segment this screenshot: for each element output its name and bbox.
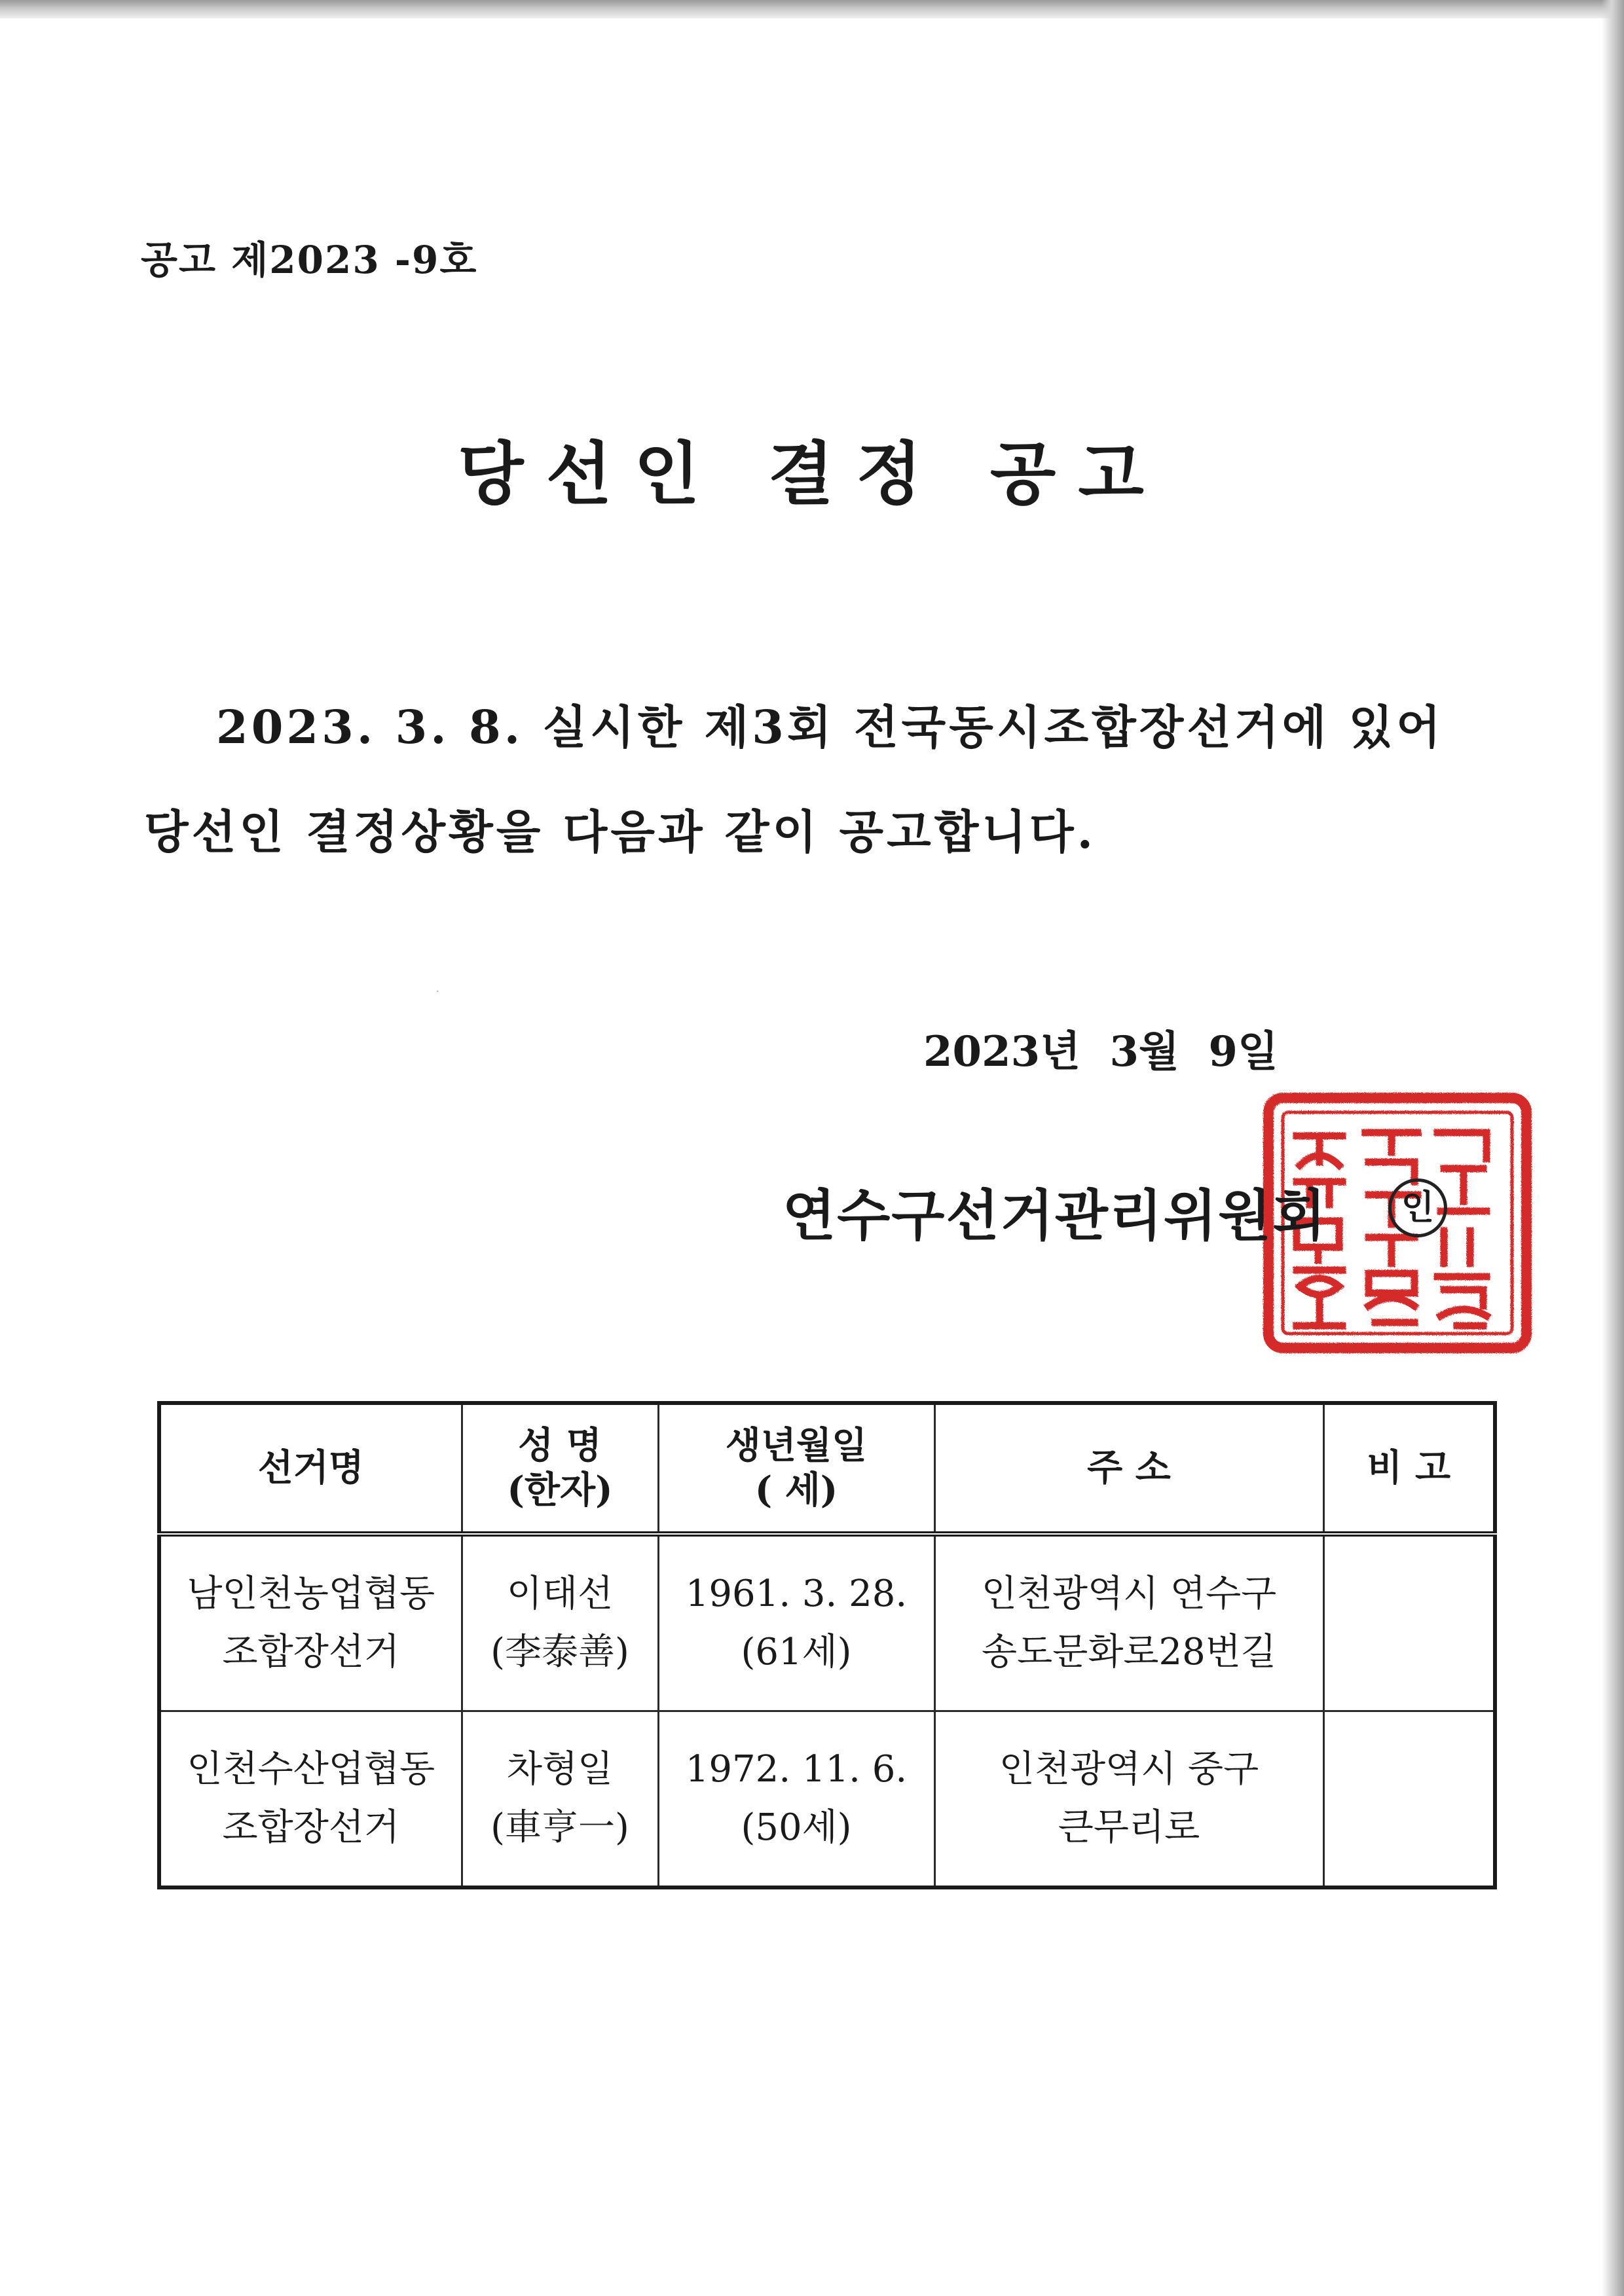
cell-address — [934, 1711, 1323, 1887]
cell-remarks — [1323, 1534, 1495, 1711]
cell-name — [462, 1711, 658, 1887]
notice-date: 2023년 3월 9일 — [923, 1027, 1278, 1076]
table-row — [159, 1534, 1495, 1711]
address-line2: 송도문화로28번길 — [982, 1631, 1276, 1674]
election-line1: 남인천농업협동 — [187, 1572, 435, 1615]
notice-number: 공고 제2023 -9호 — [141, 238, 478, 282]
header-name-line2: (한자) — [507, 1468, 613, 1512]
seal-mark: 인 — [1388, 1178, 1447, 1237]
cell-election — [159, 1534, 462, 1711]
address-line2: 큰무리로 — [1058, 1806, 1200, 1850]
cell-election — [159, 1711, 462, 1887]
elected-candidates-table — [157, 1401, 1497, 1889]
age: (61세) — [741, 1631, 852, 1674]
scan-speck: · — [435, 983, 440, 999]
header-name-line1: 성 명 — [518, 1424, 602, 1468]
document-title: 당선인 결정 공고 — [458, 433, 1166, 514]
committee-name: 연수구선거관리위원회 — [783, 1183, 1327, 1248]
header-remarks: 비 고 — [1323, 1403, 1495, 1534]
header-birth-line2: ( 세) — [754, 1468, 838, 1512]
birth-date: 1972. 11. 6. — [685, 1747, 908, 1791]
header-name — [462, 1403, 658, 1534]
cell-birth — [658, 1534, 934, 1711]
table-header-row — [159, 1403, 1495, 1534]
election-line2: 조합장선거 — [222, 1631, 399, 1674]
candidate-name-hanja: (李泰善) — [490, 1631, 629, 1674]
address-line1: 인천광역시 중구 — [999, 1747, 1259, 1791]
cell-birth — [658, 1711, 934, 1887]
body-line-2: 당선인 결정상황을 다음과 같이 공고합니다. — [144, 805, 1097, 859]
cell-address — [934, 1534, 1323, 1711]
candidate-name: 이태선 — [506, 1572, 614, 1615]
address-line1: 인천광역시 연수구 — [981, 1572, 1277, 1615]
cell-remarks — [1323, 1711, 1495, 1887]
cell-name — [462, 1534, 658, 1711]
header-birth — [658, 1403, 934, 1534]
election-line1: 인천수산업협동 — [187, 1747, 435, 1791]
header-address: 주 소 — [934, 1403, 1323, 1534]
header-birth-line1: 생년월일 — [725, 1424, 868, 1468]
scan-edge-top — [0, 0, 1624, 18]
age: (50세) — [741, 1806, 852, 1850]
header-election: 선거명 — [159, 1403, 462, 1534]
table-row — [159, 1711, 1495, 1887]
body-line-1: 2023. 3. 8. 실시한 제3회 전국동시조합장선거에 있어 — [216, 700, 1444, 754]
birth-date: 1961. 3. 28. — [685, 1572, 908, 1615]
election-line2: 조합장선거 — [222, 1806, 399, 1850]
scan-edge-right — [1602, 0, 1624, 2296]
candidate-name-hanja: (車亨一) — [490, 1806, 629, 1850]
candidate-name: 차형일 — [506, 1747, 614, 1791]
